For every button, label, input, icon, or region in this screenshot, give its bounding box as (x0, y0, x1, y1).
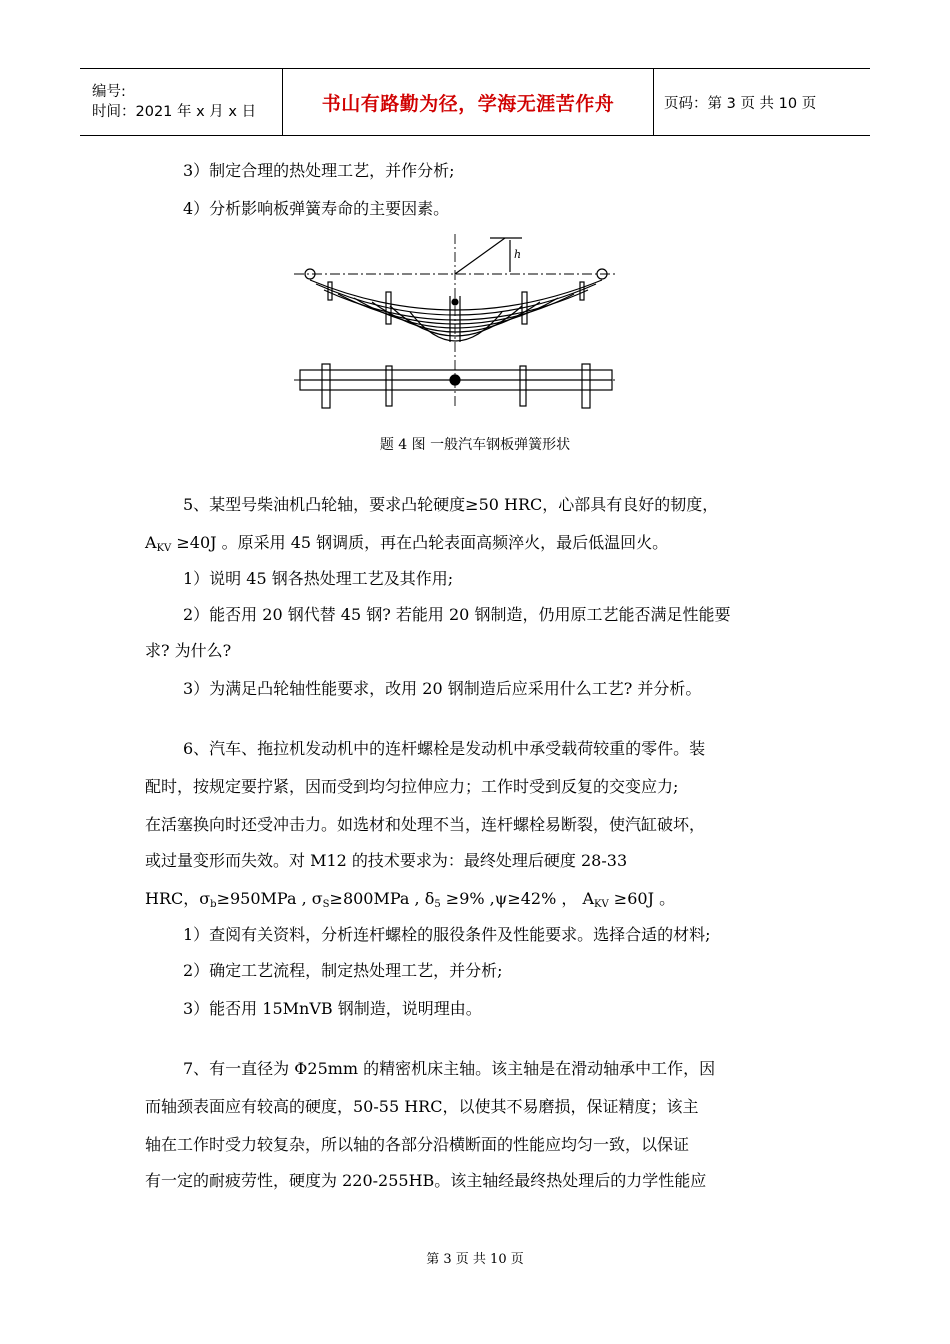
q6-line-3: 在活塞换向时还受冲击力。如选材和处理不当，连杆螺栓易断裂，使汽缸破坏， (145, 815, 706, 834)
page-info: 页码：第 3 页 共 10 页 (664, 95, 817, 112)
q5-item-2: 2）能否用 20 钢代替 45 钢? 若能用 20 钢制造，仍用原工艺能否满足性能要 (183, 605, 731, 624)
q5-item-3: 3）为满足凸轮轴性能要求，改用 20 钢制造后应采用什么工艺? 并分析。 (183, 679, 702, 698)
header-page-info-cell (654, 69, 870, 135)
header-meta (80, 69, 282, 135)
q6-subscript: b (210, 899, 217, 910)
q4-item-4: 4）分析影响板弹簧寿命的主要因素。 (183, 199, 450, 218)
q6-item-2: 2）确定工艺流程，制定热处理工艺，并分析; (183, 961, 503, 980)
q6-line-1: 6、汽车、拖拉机发动机中的连杆螺栓是发动机中承受载荷较重的零件。装 (183, 739, 706, 758)
q5-item-2-cont: 求? 为什么? (145, 641, 232, 660)
q6-item-3: 3）能否用 15MnVB 钢制造，说明理由。 (183, 999, 482, 1018)
header-motto: 书山有路勤为径，学海无涯苦作舟 (321, 92, 615, 115)
time-label: 时间：2021 年 x 月 x 日 (92, 104, 257, 120)
header-motto-cell (282, 69, 654, 135)
leaf-spring-figure (290, 228, 620, 418)
q5-text: A (145, 533, 157, 552)
q5-item-1: 1）说明 45 钢各热处理工艺及其作用; (183, 569, 454, 588)
q6-item-1: 1）查阅有关资料，分析连杆螺栓的服役条件及性能要求。选择合适的材料; (183, 925, 711, 944)
q6-text: ≥60J 。 (608, 889, 676, 908)
q5-subscript: KV (156, 543, 172, 554)
q6-text: ≥9% ,ψ≥42% ， A (440, 889, 595, 908)
q7-line-2: 而轴颈表面应有较高的硬度，50-55 HRC，以使其不易磨损，保证精度；该主 (145, 1097, 699, 1116)
q4-item-3: 3）制定合理的热处理工艺，并作分析; (183, 161, 455, 180)
q6-line-2: 配时，按规定要拧紧，因而受到均匀拉伸应力；工作时受到反复的交变应力; (145, 777, 679, 796)
figure-caption: 题 4 图 一般汽车钢板弹簧形状 (379, 437, 571, 453)
q5-text: ≥40J 。原采用 45 钢调质，再在凸轮表面高频淬火，最后低温回火。 (171, 533, 669, 552)
document-header (80, 68, 870, 136)
q6-text: ≥950MPa , σ (216, 889, 323, 908)
q6-subscript: KV (594, 899, 609, 910)
q5-line-1: 5、某型号柴油机凸轮轴，要求凸轮硬度≥50 HRC，心部具有良好的韧度， (183, 495, 719, 514)
q7-line-1: 7、有一直径为 Φ25mm 的精密机床主轴。该主轴是在滑动轴承中工作，因 (183, 1059, 716, 1078)
q6-text: ≥800MPa , δ (329, 889, 435, 908)
q6-text: HRC，σ (145, 889, 211, 908)
number-label: 编号: (92, 84, 126, 100)
q7-line-4: 有一定的耐疲劳性，硬度为 220-255HB。该主轴经最终热处理后的力学性能应 (145, 1171, 707, 1190)
dimension-h-label: h (514, 248, 522, 261)
q6-subscript: S (322, 899, 330, 910)
q5-line-2 (145, 532, 668, 557)
page-footer: 第 3 页 共 10 页 (426, 1252, 524, 1267)
q7-line-3: 轴在工作时受力较复杂，所以轴的各部分沿横断面的性能应均匀一致，以保证 (145, 1135, 690, 1154)
q6-line-5 (145, 888, 675, 913)
q6-subscript: 5 (434, 899, 441, 910)
q6-line-4: 或过量变形而失效。对 M12 的技术要求为：最终处理后硬度 28-33 (145, 851, 628, 870)
